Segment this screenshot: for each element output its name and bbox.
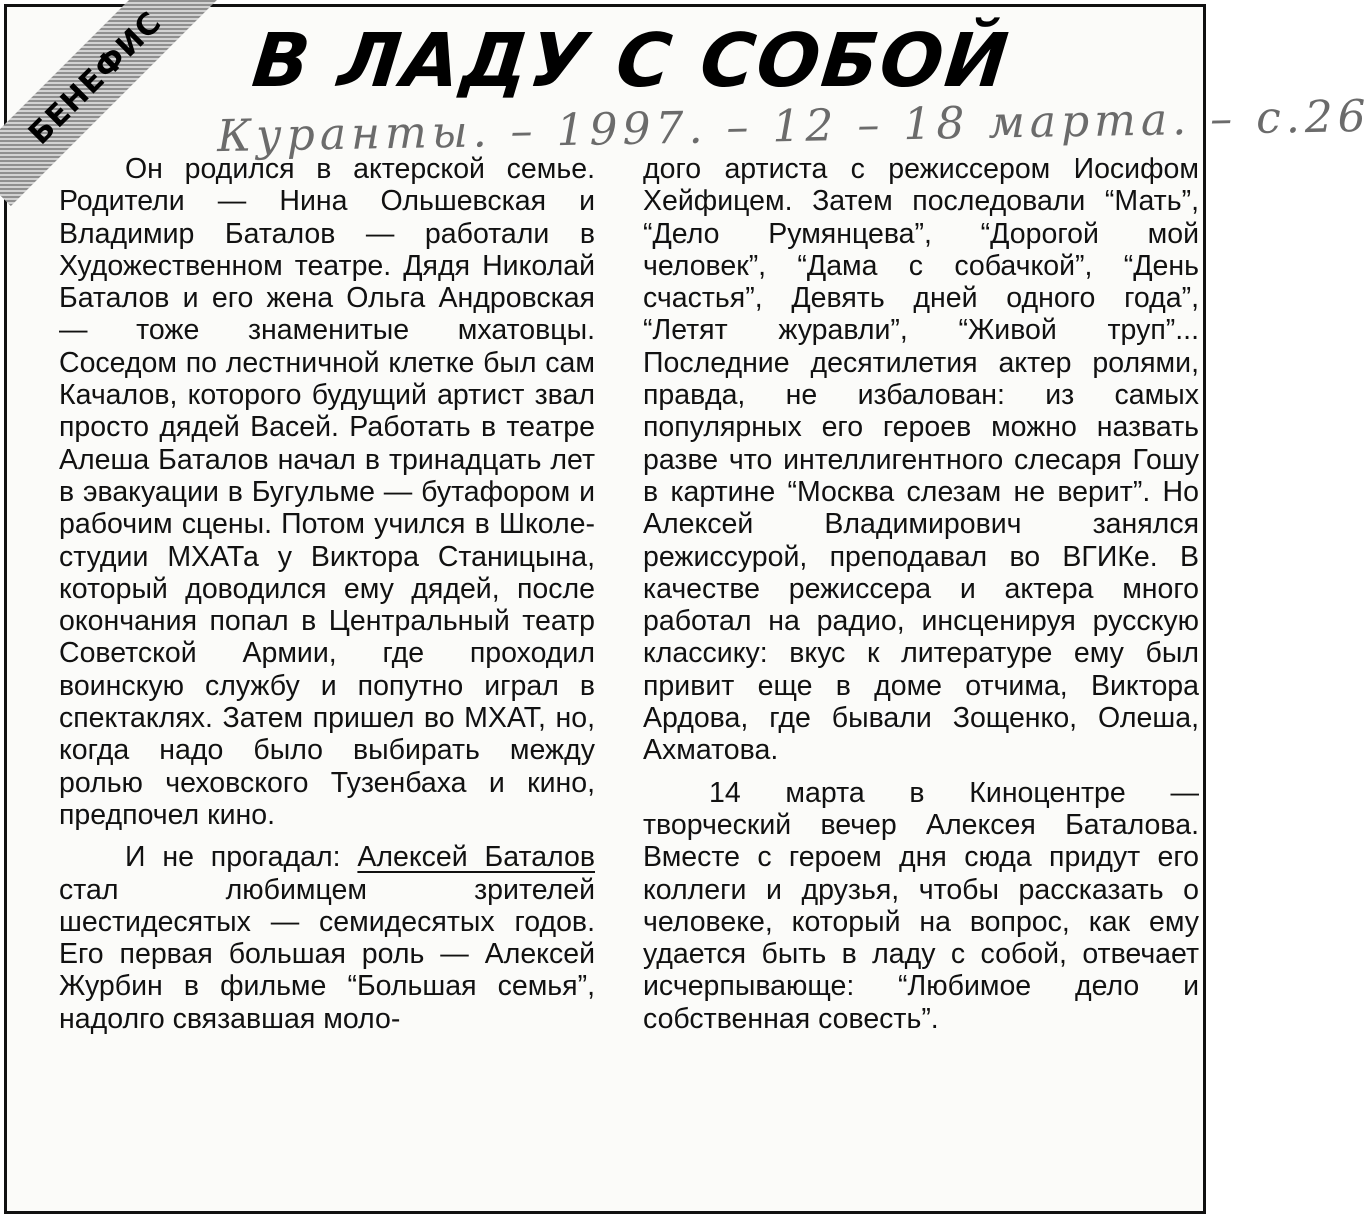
paragraph: дого артиста с режиссером Иосифом Хейфицем. Затем последовали “Мать”, “Дело Румянцева”, “Дорогой мой человек”, “Дама с собачкой”, “День счастья”, Девять дней одного года”, “Летят журавли”, “Живой труп”... Последние десятилетия актер ролями, правда, не избалован: из самых популярных его героев можно назвать разве что интеллигентного слесаря Гошу в картине “Москва слезам не верит”. Но Алексей Владимирович занялся режиссурой, преподавал во ВГИКе. В качестве режиссера и актера много работал на радио, инсценируя русскую классику: вкус к литературе ему был привит еще в доме отчима, Виктора Ардова, где бывали Зощенко, Олеша, Ахматова. xyxy=(643,153,1199,767)
handwritten-source-note: Куранты. – 1997. – 12 – 18 марта. – с.26 xyxy=(216,90,1371,163)
paragraph-start: И не прогадал: xyxy=(125,841,341,874)
paragraph xyxy=(59,841,595,1035)
article-headline: В ЛАДУ С СОБОЙ xyxy=(248,18,1014,104)
paragraph: Он родился в актерской семье. Родители — Нина Ольшевская и Владимир Баталов — работали в Художественном театре. Дядя Николай Баталов и его жена Ольга Андровская — тоже знаменитые мхатовцы. Соседом по лестничной клетке был сам Качалов, которого будущий артист звал просто дядей Васей. Работать в театре Алеша Баталов начал в тринадцать лет в эвакуации в Бугульме — бутафором и рабочим сцены. Потом учился в Школе-студии МХАТа у Виктора Станицына, который доводился ему дядей, после окончания попал в Центральный театр Советской Армии, где проходил воинскую службу и попутно играл в спектаклях. Затем пришел во МХАТ, но, когда надо было выбирать между ролью чеховского Тузенбаха и кино, предпочел кино. xyxy=(59,153,595,831)
newspaper-clipping xyxy=(4,4,1371,1214)
right-column xyxy=(643,153,1199,1035)
rubric-label: БЕНЕФИС xyxy=(21,4,169,152)
paragraph-rest: стал любимцем зрителей шестидесятых — семидесятых годов. Его первая большая роль — Алексей Журбин в фильме “Большая семья”, надолго связавшая моло- xyxy=(59,873,595,1035)
underlined-name: Алексей Баталов xyxy=(357,841,595,874)
left-column xyxy=(59,153,595,1035)
paragraph: 14 марта в Киноцентре — творческий вечер Алексея Баталова. Вместе с героем дня сюда придут его коллеги и друзья, чтобы рассказать о человеке, который на вопрос, как ему удается быть в ладу с собой, отвечает исчерпывающе: “Любимое дело и собственная совесть”. xyxy=(643,776,1199,1035)
